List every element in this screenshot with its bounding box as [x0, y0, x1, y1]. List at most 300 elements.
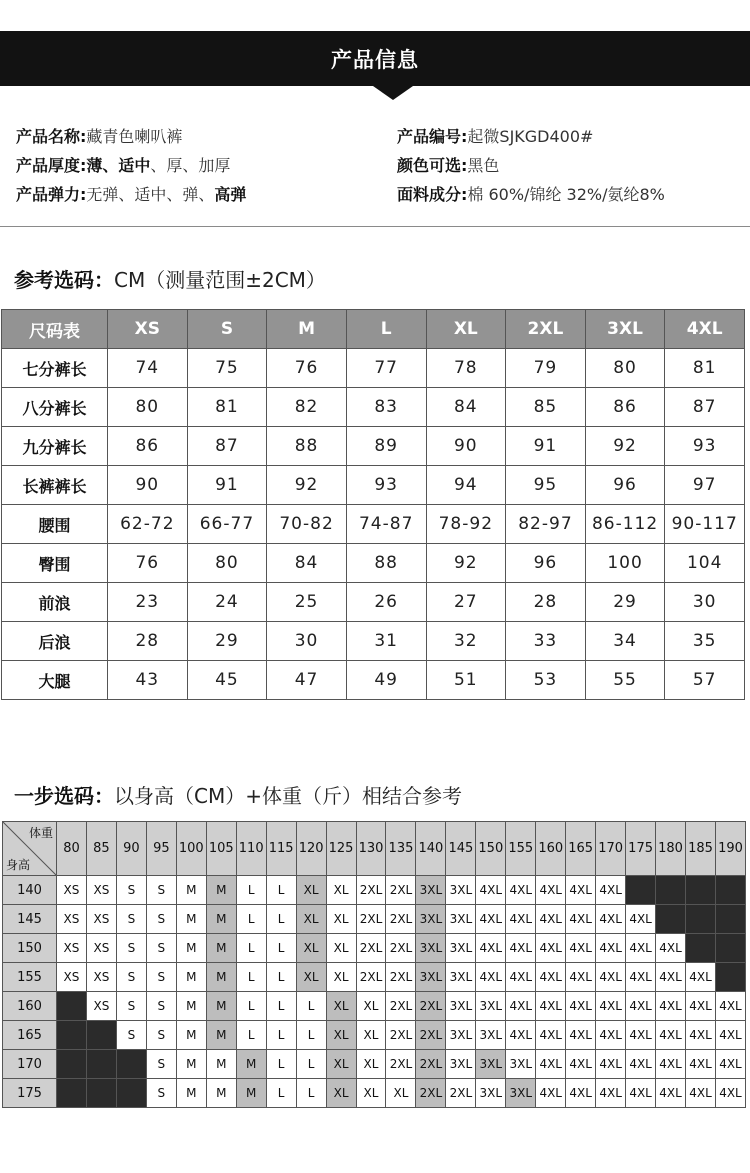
- weight-column-header: 95: [146, 822, 176, 876]
- size-cell: 96: [585, 466, 665, 505]
- size-recommendation-cell: 4XL: [536, 905, 566, 934]
- size-row: [2, 661, 745, 700]
- size-recommendation-cell: 2XL: [386, 992, 416, 1021]
- size-recommendation-cell: S: [116, 934, 146, 963]
- size-recommendation-cell: 4XL: [506, 876, 536, 905]
- size-recommendation-cell: 4XL: [476, 876, 506, 905]
- size-cell: 80: [585, 349, 665, 388]
- size-recommendation-cell: 2XL: [386, 876, 416, 905]
- size-recommendation-cell: 4XL: [686, 963, 716, 992]
- info-value: 无弹、适中、弹、: [86, 185, 215, 204]
- size-cell: 62-72: [108, 505, 188, 544]
- size-column-header: L: [346, 310, 426, 349]
- size-recommendation-cell: 4XL: [715, 1021, 745, 1050]
- size-recommendation-cell: 4XL: [566, 1050, 596, 1079]
- size-recommendation-cell: M: [176, 905, 206, 934]
- size-cell: 31: [346, 622, 426, 661]
- weight-column-header: 160: [536, 822, 566, 876]
- size-recommendation-cell: L: [296, 1079, 326, 1108]
- info-label: 产品编号:: [397, 127, 468, 146]
- size-recommendation-cell: 4XL: [536, 876, 566, 905]
- size-cell: 29: [187, 622, 267, 661]
- size-cell: 87: [665, 388, 745, 427]
- size-recommendation-cell: 4XL: [596, 1021, 626, 1050]
- size-cell: 30: [665, 583, 745, 622]
- height-row: [3, 1021, 746, 1050]
- weight-column-header: 175: [626, 822, 656, 876]
- size-cell: 79: [506, 349, 586, 388]
- size-cell: 86: [585, 388, 665, 427]
- height-row-label: 155: [3, 963, 57, 992]
- size-cell: 84: [426, 388, 506, 427]
- height-axis-label: 身高: [6, 858, 31, 872]
- size-cell: 82-97: [506, 505, 586, 544]
- size-row: [2, 388, 745, 427]
- size-recommendation-cell: S: [146, 963, 176, 992]
- size-row-label: 九分裤长: [2, 427, 108, 466]
- size-recommendation-cell: 4XL: [656, 1021, 686, 1050]
- size-recommendation-cell: 2XL: [416, 992, 446, 1021]
- height-row-label: 175: [3, 1079, 57, 1108]
- size-cell: 90-117: [665, 505, 745, 544]
- size-cell: 43: [108, 661, 188, 700]
- size-chart-table: [1, 309, 745, 700]
- height-row-label: 140: [3, 876, 57, 905]
- size-cell: 104: [665, 544, 745, 583]
- size-recommendation-cell: 4XL: [506, 934, 536, 963]
- size-recommendation-cell: S: [146, 1079, 176, 1108]
- size-recommendation-cell: S: [116, 1021, 146, 1050]
- size-recommendation-cell: S: [116, 876, 146, 905]
- size-recommendation-cell: 4XL: [656, 934, 686, 963]
- size-recommendation-cell: [116, 1050, 146, 1079]
- height-row-label: 170: [3, 1050, 57, 1079]
- size-recommendation-cell: 2XL: [356, 876, 386, 905]
- size-recommendation-cell: [57, 1079, 87, 1108]
- size-cell: 95: [506, 466, 586, 505]
- height-row: [3, 905, 746, 934]
- height-row: [3, 1050, 746, 1079]
- size-recommendation-cell: 4XL: [566, 963, 596, 992]
- size-recommendation-cell: 3XL: [476, 1021, 506, 1050]
- size-cell: 27: [426, 583, 506, 622]
- size-recommendation-cell: [86, 1021, 116, 1050]
- size-cell: 92: [585, 427, 665, 466]
- size-recommendation-cell: 2XL: [416, 1021, 446, 1050]
- size-recommendation-cell: 3XL: [476, 1050, 506, 1079]
- size-recommendation-cell: 4XL: [536, 1079, 566, 1108]
- size-recommendation-cell: 2XL: [386, 963, 416, 992]
- size-cell: 76: [267, 349, 347, 388]
- info-value: 黑色: [467, 156, 500, 175]
- size-recommendation-cell: 4XL: [566, 876, 596, 905]
- size-cell: 33: [506, 622, 586, 661]
- size-cell: 24: [187, 583, 267, 622]
- size-recommendation-cell: L: [266, 1021, 296, 1050]
- size-recommendation-cell: 3XL: [446, 992, 476, 1021]
- size-recommendation-cell: XL: [296, 876, 326, 905]
- size-recommendation-cell: 3XL: [446, 963, 476, 992]
- size-recommendation-cell: L: [236, 934, 266, 963]
- size-cell: 80: [108, 388, 188, 427]
- info-value-highlight: 薄、适中: [86, 156, 151, 175]
- height-row-label: 150: [3, 934, 57, 963]
- info-fabric-row: [397, 180, 665, 209]
- size-recommendation-cell: [57, 992, 87, 1021]
- size-recommendation-cell: 2XL: [416, 1050, 446, 1079]
- size-recommendation-cell: XS: [57, 934, 87, 963]
- size-cell: 76: [108, 544, 188, 583]
- corner-cell: [3, 822, 57, 876]
- size-recommendation-cell: 4XL: [536, 1050, 566, 1079]
- size-column-header: M: [267, 310, 347, 349]
- size-column-header: 2XL: [506, 310, 586, 349]
- size-cell: 45: [187, 661, 267, 700]
- size-recommendation-cell: M: [206, 905, 236, 934]
- size-recommendation-cell: 4XL: [686, 1021, 716, 1050]
- height-row: [3, 1079, 746, 1108]
- size-recommendation-cell: 3XL: [416, 934, 446, 963]
- size-recommendation-cell: XS: [86, 876, 116, 905]
- size-cell: 74: [108, 349, 188, 388]
- size-recommendation-cell: 4XL: [686, 992, 716, 1021]
- weight-column-header: 140: [416, 822, 446, 876]
- info-label: 颜色可选:: [397, 156, 468, 175]
- weight-column-header: 115: [266, 822, 296, 876]
- size-recommendation-cell: 4XL: [566, 905, 596, 934]
- size-cell: 75: [187, 349, 267, 388]
- size-cell: 47: [267, 661, 347, 700]
- size-recommendation-cell: 4XL: [506, 963, 536, 992]
- size-recommendation-cell: S: [116, 905, 146, 934]
- size-recommendation-cell: M: [236, 1050, 266, 1079]
- banner-title: 产品信息: [331, 47, 419, 72]
- size-recommendation-cell: XL: [356, 1021, 386, 1050]
- weight-column-header: 135: [386, 822, 416, 876]
- size-recommendation-cell: [656, 876, 686, 905]
- size-recommendation-cell: 4XL: [536, 963, 566, 992]
- weight-column-header: 145: [446, 822, 476, 876]
- size-cell: 82: [267, 388, 347, 427]
- size-recommendation-cell: 4XL: [566, 934, 596, 963]
- size-cell: 25: [267, 583, 347, 622]
- info-code-row: [397, 122, 665, 151]
- size-cell: 55: [585, 661, 665, 700]
- size-recommendation-cell: 4XL: [626, 905, 656, 934]
- weight-column-header: 125: [326, 822, 356, 876]
- size-recommendation-cell: L: [266, 905, 296, 934]
- height-row-label: 160: [3, 992, 57, 1021]
- size-recommendation-cell: XS: [86, 905, 116, 934]
- size-recommendation-cell: [715, 934, 745, 963]
- size-cell: 51: [426, 661, 506, 700]
- height-row-label: 165: [3, 1021, 57, 1050]
- size-cell: 77: [346, 349, 426, 388]
- size-cell: 97: [665, 466, 745, 505]
- size-cell: 74-87: [346, 505, 426, 544]
- size-recommendation-cell: S: [146, 934, 176, 963]
- size-cell: 90: [108, 466, 188, 505]
- size-cell: 80: [187, 544, 267, 583]
- product-info-left: [16, 122, 246, 209]
- size-recommendation-cell: XL: [356, 992, 386, 1021]
- size-recommendation-cell: 2XL: [356, 905, 386, 934]
- size-cell: 88: [346, 544, 426, 583]
- weight-axis-label: 体重: [28, 826, 53, 840]
- info-thickness-row: [16, 151, 246, 180]
- size-recommendation-cell: 4XL: [656, 992, 686, 1021]
- size-recommendation-cell: M: [176, 1021, 206, 1050]
- weight-column-header: 155: [506, 822, 536, 876]
- size-recommendation-cell: S: [146, 876, 176, 905]
- weight-header-row: [3, 822, 746, 876]
- size-recommendation-cell: 4XL: [596, 963, 626, 992]
- size-row-label: 八分裤长: [2, 388, 108, 427]
- size-recommendation-cell: XS: [86, 934, 116, 963]
- size-recommendation-cell: 4XL: [476, 934, 506, 963]
- weight-column-header: 180: [656, 822, 686, 876]
- height-weight-body: [3, 876, 746, 1108]
- size-recommendation-cell: 4XL: [686, 1050, 716, 1079]
- size-cell: 85: [506, 388, 586, 427]
- size-recommendation-cell: M: [176, 992, 206, 1021]
- info-name-row: [16, 122, 246, 151]
- size-recommendation-cell: S: [146, 1050, 176, 1079]
- size-recommendation-cell: 3XL: [416, 876, 446, 905]
- size-recommendation-cell: [686, 934, 716, 963]
- info-value: 起微SJKGD400#: [467, 127, 594, 146]
- size-recommendation-cell: 3XL: [476, 992, 506, 1021]
- size-recommendation-cell: XS: [57, 905, 87, 934]
- size-recommendation-cell: L: [266, 963, 296, 992]
- size-recommendation-cell: 4XL: [686, 1079, 716, 1108]
- size-recommendation-cell: 3XL: [446, 934, 476, 963]
- size-recommendation-cell: M: [206, 1079, 236, 1108]
- size-cell: 92: [426, 544, 506, 583]
- size-cell: 34: [585, 622, 665, 661]
- size-recommendation-cell: 4XL: [626, 934, 656, 963]
- size-recommendation-cell: 4XL: [626, 1079, 656, 1108]
- size-recommendation-cell: L: [296, 1050, 326, 1079]
- size-recommendation-cell: 4XL: [596, 1079, 626, 1108]
- size-recommendation-cell: XL: [326, 1050, 356, 1079]
- info-label: 产品弹力:: [16, 185, 87, 204]
- weight-column-header: 110: [236, 822, 266, 876]
- size-recommendation-cell: 4XL: [536, 934, 566, 963]
- size-cell: 26: [346, 583, 426, 622]
- size-title-note: CM（测量范围±2CM）: [114, 268, 326, 292]
- ref-title-label: 一步选码：: [14, 784, 114, 808]
- size-recommendation-cell: L: [236, 905, 266, 934]
- size-row: [2, 544, 745, 583]
- size-cell: 96: [506, 544, 586, 583]
- size-cell: 35: [665, 622, 745, 661]
- weight-column-header: 90: [116, 822, 146, 876]
- size-cell: 78-92: [426, 505, 506, 544]
- size-recommendation-cell: 4XL: [715, 1050, 745, 1079]
- size-recommendation-cell: 4XL: [715, 992, 745, 1021]
- size-recommendation-cell: 2XL: [416, 1079, 446, 1108]
- size-recommendation-cell: 4XL: [536, 1021, 566, 1050]
- size-cell: 70-82: [267, 505, 347, 544]
- weight-column-header: 120: [296, 822, 326, 876]
- section-divider: [0, 226, 750, 227]
- size-recommendation-cell: 2XL: [356, 934, 386, 963]
- size-cell: 94: [426, 466, 506, 505]
- size-chart-header: [2, 310, 745, 349]
- size-recommendation-cell: 4XL: [715, 1079, 745, 1108]
- size-recommendation-cell: 2XL: [386, 934, 416, 963]
- size-cell: 91: [506, 427, 586, 466]
- size-recommendation-cell: XL: [326, 1021, 356, 1050]
- size-recommendation-cell: XL: [386, 1079, 416, 1108]
- size-recommendation-cell: XL: [326, 934, 356, 963]
- size-row: [2, 349, 745, 388]
- size-recommendation-cell: XL: [326, 963, 356, 992]
- size-recommendation-cell: XL: [326, 905, 356, 934]
- size-recommendation-cell: L: [266, 992, 296, 1021]
- size-recommendation-cell: [57, 1050, 87, 1079]
- size-cell: 89: [346, 427, 426, 466]
- size-recommendation-cell: M: [206, 876, 236, 905]
- weight-column-header: 190: [715, 822, 745, 876]
- info-elasticity-row: [16, 180, 246, 209]
- size-recommendation-cell: L: [296, 992, 326, 1021]
- size-recommendation-cell: [656, 905, 686, 934]
- size-recommendation-cell: 3XL: [476, 1079, 506, 1108]
- size-recommendation-cell: [57, 1021, 87, 1050]
- size-cell: 86-112: [585, 505, 665, 544]
- size-row: [2, 466, 745, 505]
- size-recommendation-cell: 3XL: [416, 905, 446, 934]
- size-recommendation-cell: 4XL: [626, 992, 656, 1021]
- size-cell: 91: [187, 466, 267, 505]
- size-cell: 32: [426, 622, 506, 661]
- size-cell: 81: [665, 349, 745, 388]
- size-recommendation-cell: M: [206, 1021, 236, 1050]
- size-recommendation-cell: XL: [326, 876, 356, 905]
- size-cell: 30: [267, 622, 347, 661]
- size-row-label: 臀围: [2, 544, 108, 583]
- size-recommendation-cell: L: [236, 992, 266, 1021]
- size-recommendation-cell: XS: [57, 963, 87, 992]
- size-recommendation-cell: 4XL: [656, 963, 686, 992]
- size-row-label: 七分裤长: [2, 349, 108, 388]
- size-recommendation-cell: 4XL: [656, 1050, 686, 1079]
- size-recommendation-cell: XL: [296, 905, 326, 934]
- size-recommendation-cell: 3XL: [506, 1079, 536, 1108]
- size-recommendation-cell: 4XL: [596, 876, 626, 905]
- size-recommendation-cell: L: [236, 876, 266, 905]
- ref-section-title: [14, 780, 462, 809]
- size-recommendation-cell: 4XL: [506, 905, 536, 934]
- height-row: [3, 963, 746, 992]
- size-row-label: 腰围: [2, 505, 108, 544]
- info-value: 藏青色喇叭裤: [86, 127, 183, 146]
- size-recommendation-cell: 4XL: [656, 1079, 686, 1108]
- size-recommendation-cell: 3XL: [416, 963, 446, 992]
- size-recommendation-cell: S: [116, 992, 146, 1021]
- size-recommendation-cell: M: [176, 963, 206, 992]
- size-cell: 29: [585, 583, 665, 622]
- size-row: [2, 583, 745, 622]
- info-value: 棉 60%/锦纶 32%/氨纶8%: [467, 185, 665, 204]
- weight-column-header: 170: [596, 822, 626, 876]
- size-cell: 53: [506, 661, 586, 700]
- weight-column-header: 150: [476, 822, 506, 876]
- size-recommendation-cell: 3XL: [446, 1021, 476, 1050]
- size-row: [2, 622, 745, 661]
- height-row: [3, 876, 746, 905]
- header-banner: [0, 31, 750, 86]
- size-header-label: 尺码表: [2, 310, 108, 349]
- size-cell: 28: [108, 622, 188, 661]
- size-cell: 86: [108, 427, 188, 466]
- size-recommendation-cell: [686, 905, 716, 934]
- product-info-right: [397, 122, 665, 209]
- size-row-label: 前浪: [2, 583, 108, 622]
- size-cell: 81: [187, 388, 267, 427]
- size-recommendation-cell: L: [266, 876, 296, 905]
- height-weight-table: [2, 821, 746, 1108]
- info-label: 产品厚度:: [16, 156, 87, 175]
- size-recommendation-cell: L: [266, 1079, 296, 1108]
- size-recommendation-cell: [715, 905, 745, 934]
- size-cell: 92: [267, 466, 347, 505]
- size-recommendation-cell: XS: [57, 876, 87, 905]
- size-recommendation-cell: 3XL: [446, 905, 476, 934]
- size-recommendation-cell: 2XL: [446, 1079, 476, 1108]
- size-recommendation-cell: 2XL: [386, 905, 416, 934]
- size-recommendation-cell: S: [146, 1021, 176, 1050]
- size-recommendation-cell: 4XL: [626, 963, 656, 992]
- size-chart-body: [2, 349, 745, 700]
- size-recommendation-cell: M: [206, 963, 236, 992]
- size-recommendation-cell: XL: [356, 1050, 386, 1079]
- size-cell: 83: [346, 388, 426, 427]
- size-cell: 90: [426, 427, 506, 466]
- size-recommendation-cell: 3XL: [446, 876, 476, 905]
- size-recommendation-cell: XL: [296, 934, 326, 963]
- size-recommendation-cell: 4XL: [476, 905, 506, 934]
- size-recommendation-cell: [116, 1079, 146, 1108]
- info-color-row: [397, 151, 665, 180]
- size-recommendation-cell: M: [176, 876, 206, 905]
- size-recommendation-cell: 4XL: [626, 1021, 656, 1050]
- size-cell: 66-77: [187, 505, 267, 544]
- size-recommendation-cell: S: [146, 905, 176, 934]
- size-cell: 93: [665, 427, 745, 466]
- size-recommendation-cell: XL: [296, 963, 326, 992]
- weight-column-header: 80: [57, 822, 87, 876]
- size-recommendation-cell: 4XL: [626, 1050, 656, 1079]
- ref-title-note: 以身高（CM）+体重（斤）相结合参考: [114, 784, 462, 808]
- size-recommendation-cell: [626, 876, 656, 905]
- info-value-highlight: 高弹: [214, 185, 247, 204]
- size-row-label: 后浪: [2, 622, 108, 661]
- size-recommendation-cell: 4XL: [596, 934, 626, 963]
- size-recommendation-cell: 4XL: [506, 1021, 536, 1050]
- size-column-header: S: [187, 310, 267, 349]
- size-row-label: 大腿: [2, 661, 108, 700]
- size-recommendation-cell: XS: [86, 992, 116, 1021]
- size-cell: 88: [267, 427, 347, 466]
- size-recommendation-cell: XL: [326, 1079, 356, 1108]
- size-recommendation-cell: 4XL: [596, 1050, 626, 1079]
- size-column-header: 3XL: [585, 310, 665, 349]
- size-column-header: XL: [426, 310, 506, 349]
- size-section-title: [14, 264, 326, 293]
